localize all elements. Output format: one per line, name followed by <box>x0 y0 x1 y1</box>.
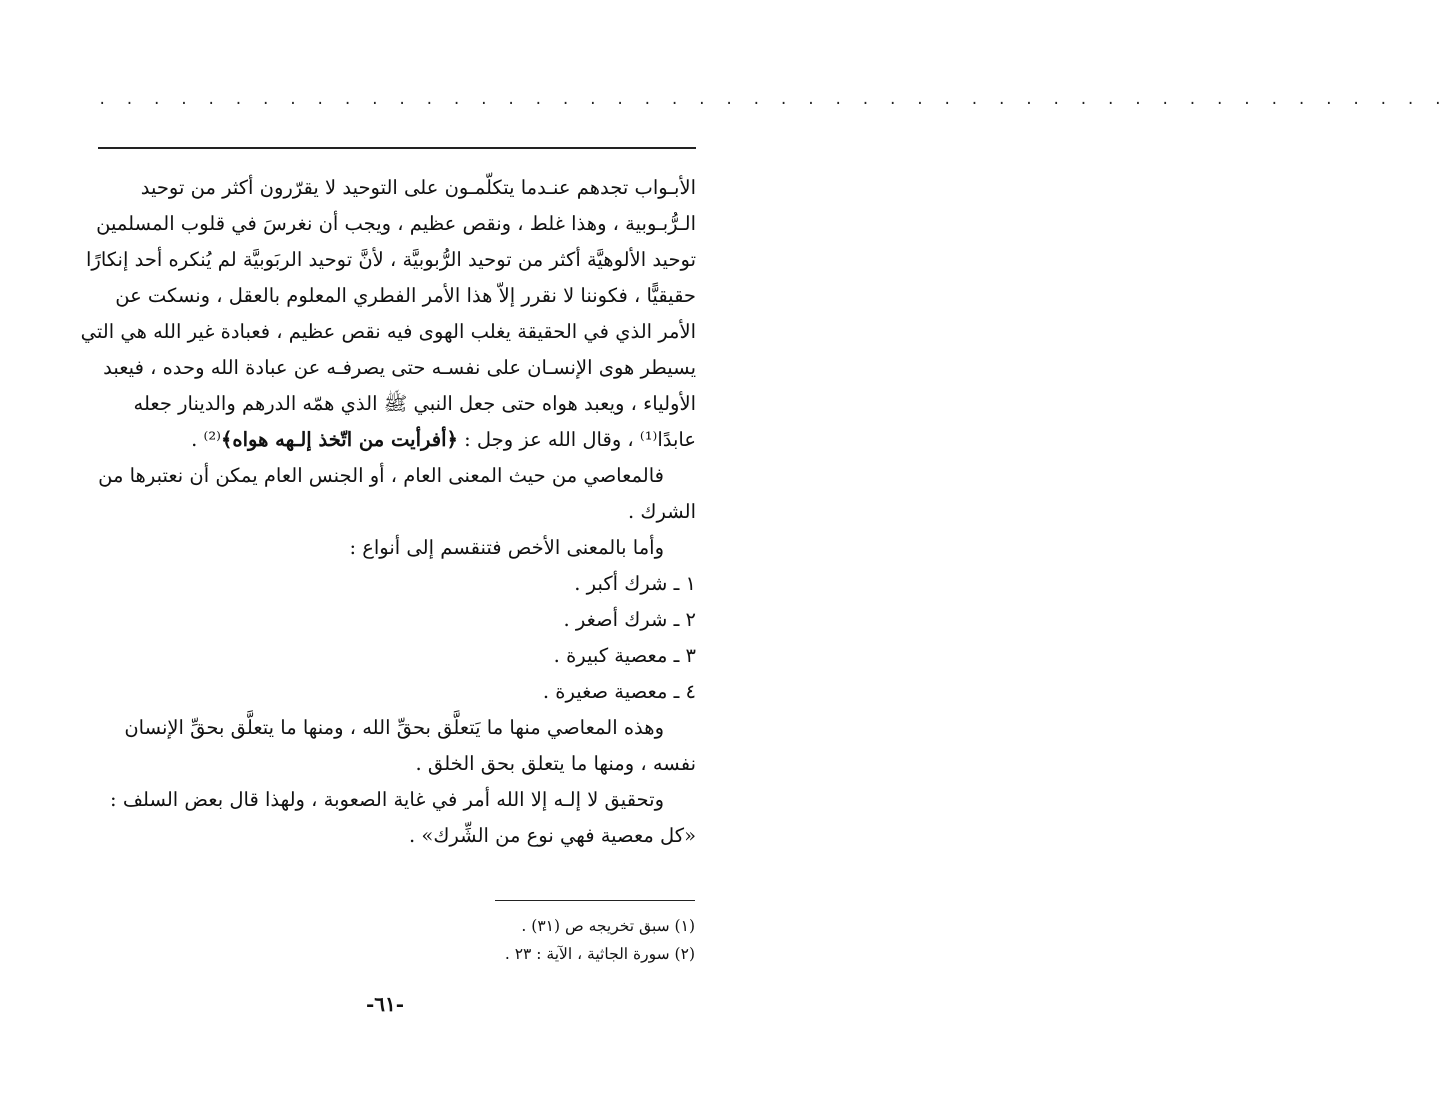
footnotes <box>300 912 695 968</box>
footnote: (١) سبق تخريجه ص (٣١) . <box>521 917 695 935</box>
paragraph-3 <box>98 530 696 566</box>
list-item: ٤ ـ معصية صغيرة . <box>542 680 696 703</box>
top-rule <box>98 147 696 149</box>
paragraph-5 <box>98 782 696 854</box>
text-line: الأمر الذي في الحقيقة يغلب الهوى فيه نقص عظيم ، فعبادة غير الله هي التي <box>80 320 696 343</box>
dotted-separator: . . . . . . . . . . . . . . . . . . . . . . . . . . . . . . . . . . . . . . . . . . . . . . . . . . <box>98 92 1447 108</box>
text-line: وهذه المعاصي منها ما يَتعلَّق بحقِّ الله ، ومنها ما يتعلَّق بحقِّ الإنسان <box>124 716 664 739</box>
paragraph-2 <box>98 458 696 530</box>
page-number: -٦١- <box>365 992 405 1016</box>
text-line: يسيطر هوى الإنسـان على نفسـه حتى يصرفـه عن عبادة الله وحده ، فيعبد <box>103 356 696 379</box>
footnote: (٢) سورة الجاثية ، الآية : ٢٣ . <box>504 945 695 963</box>
text-line: الأولياء ، ويعبد هواه حتى جعل النبي ﷺ الذي همّه الدرهم والدينار جعله <box>133 392 696 415</box>
types-list <box>98 566 696 710</box>
text-line: فالمعاصي من حيث المعنى العام ، أو الجنس العام يمكن أن نعتبرها من <box>98 464 664 487</box>
list-item: ٢ ـ شرك أصغر . <box>563 608 696 631</box>
paragraph-1 <box>80 170 696 458</box>
text-line: وأما بالمعنى الأخص فتنقسم إلى أنواع : <box>349 536 664 559</box>
list-item: ١ ـ شرك أكبر . <box>574 572 696 595</box>
text-line: الـرُّبـوبية ، وهذا غلط ، ونقص عظيم ، ويجب أن نغرسَ في قلوب المسلمين <box>96 212 696 235</box>
text-line: نفسه ، ومنها ما يتعلق بحق الخلق . <box>415 752 696 775</box>
list-item: ٣ ـ معصية كبيرة . <box>553 644 696 667</box>
text-line: «كل معصية فهي نوع من الشِّرك» . <box>409 824 696 847</box>
quran-quote: ﴿أفرأيت من اتّخذ إلـهه هواه﴾ <box>220 428 458 451</box>
main-text <box>80 170 696 854</box>
text-line: حقيقيًّا ، فكوننا لا نقرر إلاّ هذا الأمر الفطري المعلوم بالعقل ، ونسكت عن <box>115 284 696 307</box>
footnote-ref: ⁽²⁾ . <box>191 428 221 451</box>
text-line <box>98 422 696 458</box>
text-line: وتحقيق لا إلـه إلا الله أمر في غاية الصعوبة ، ولهذا قال بعض السلف : <box>110 788 664 811</box>
footnote-rule <box>495 900 695 901</box>
text-line: الأبـواب تجدهم عنـدما يتكلّمـون على التوحيد لا يقرّرون أكثر من توحيد <box>140 176 696 199</box>
text-fragment: عابدًا⁽¹⁾ ، وقال الله عز وجل : <box>457 428 696 451</box>
paragraph-4 <box>98 710 696 782</box>
text-line: توحيد الألوهيَّة أكثر من توحيد الرُّبوبيَّة ، لأنَّ توحيد الربَوبيَّة لم يُنكره أحد إنكارًا <box>86 248 696 271</box>
text-line: الشرك . <box>628 500 696 523</box>
